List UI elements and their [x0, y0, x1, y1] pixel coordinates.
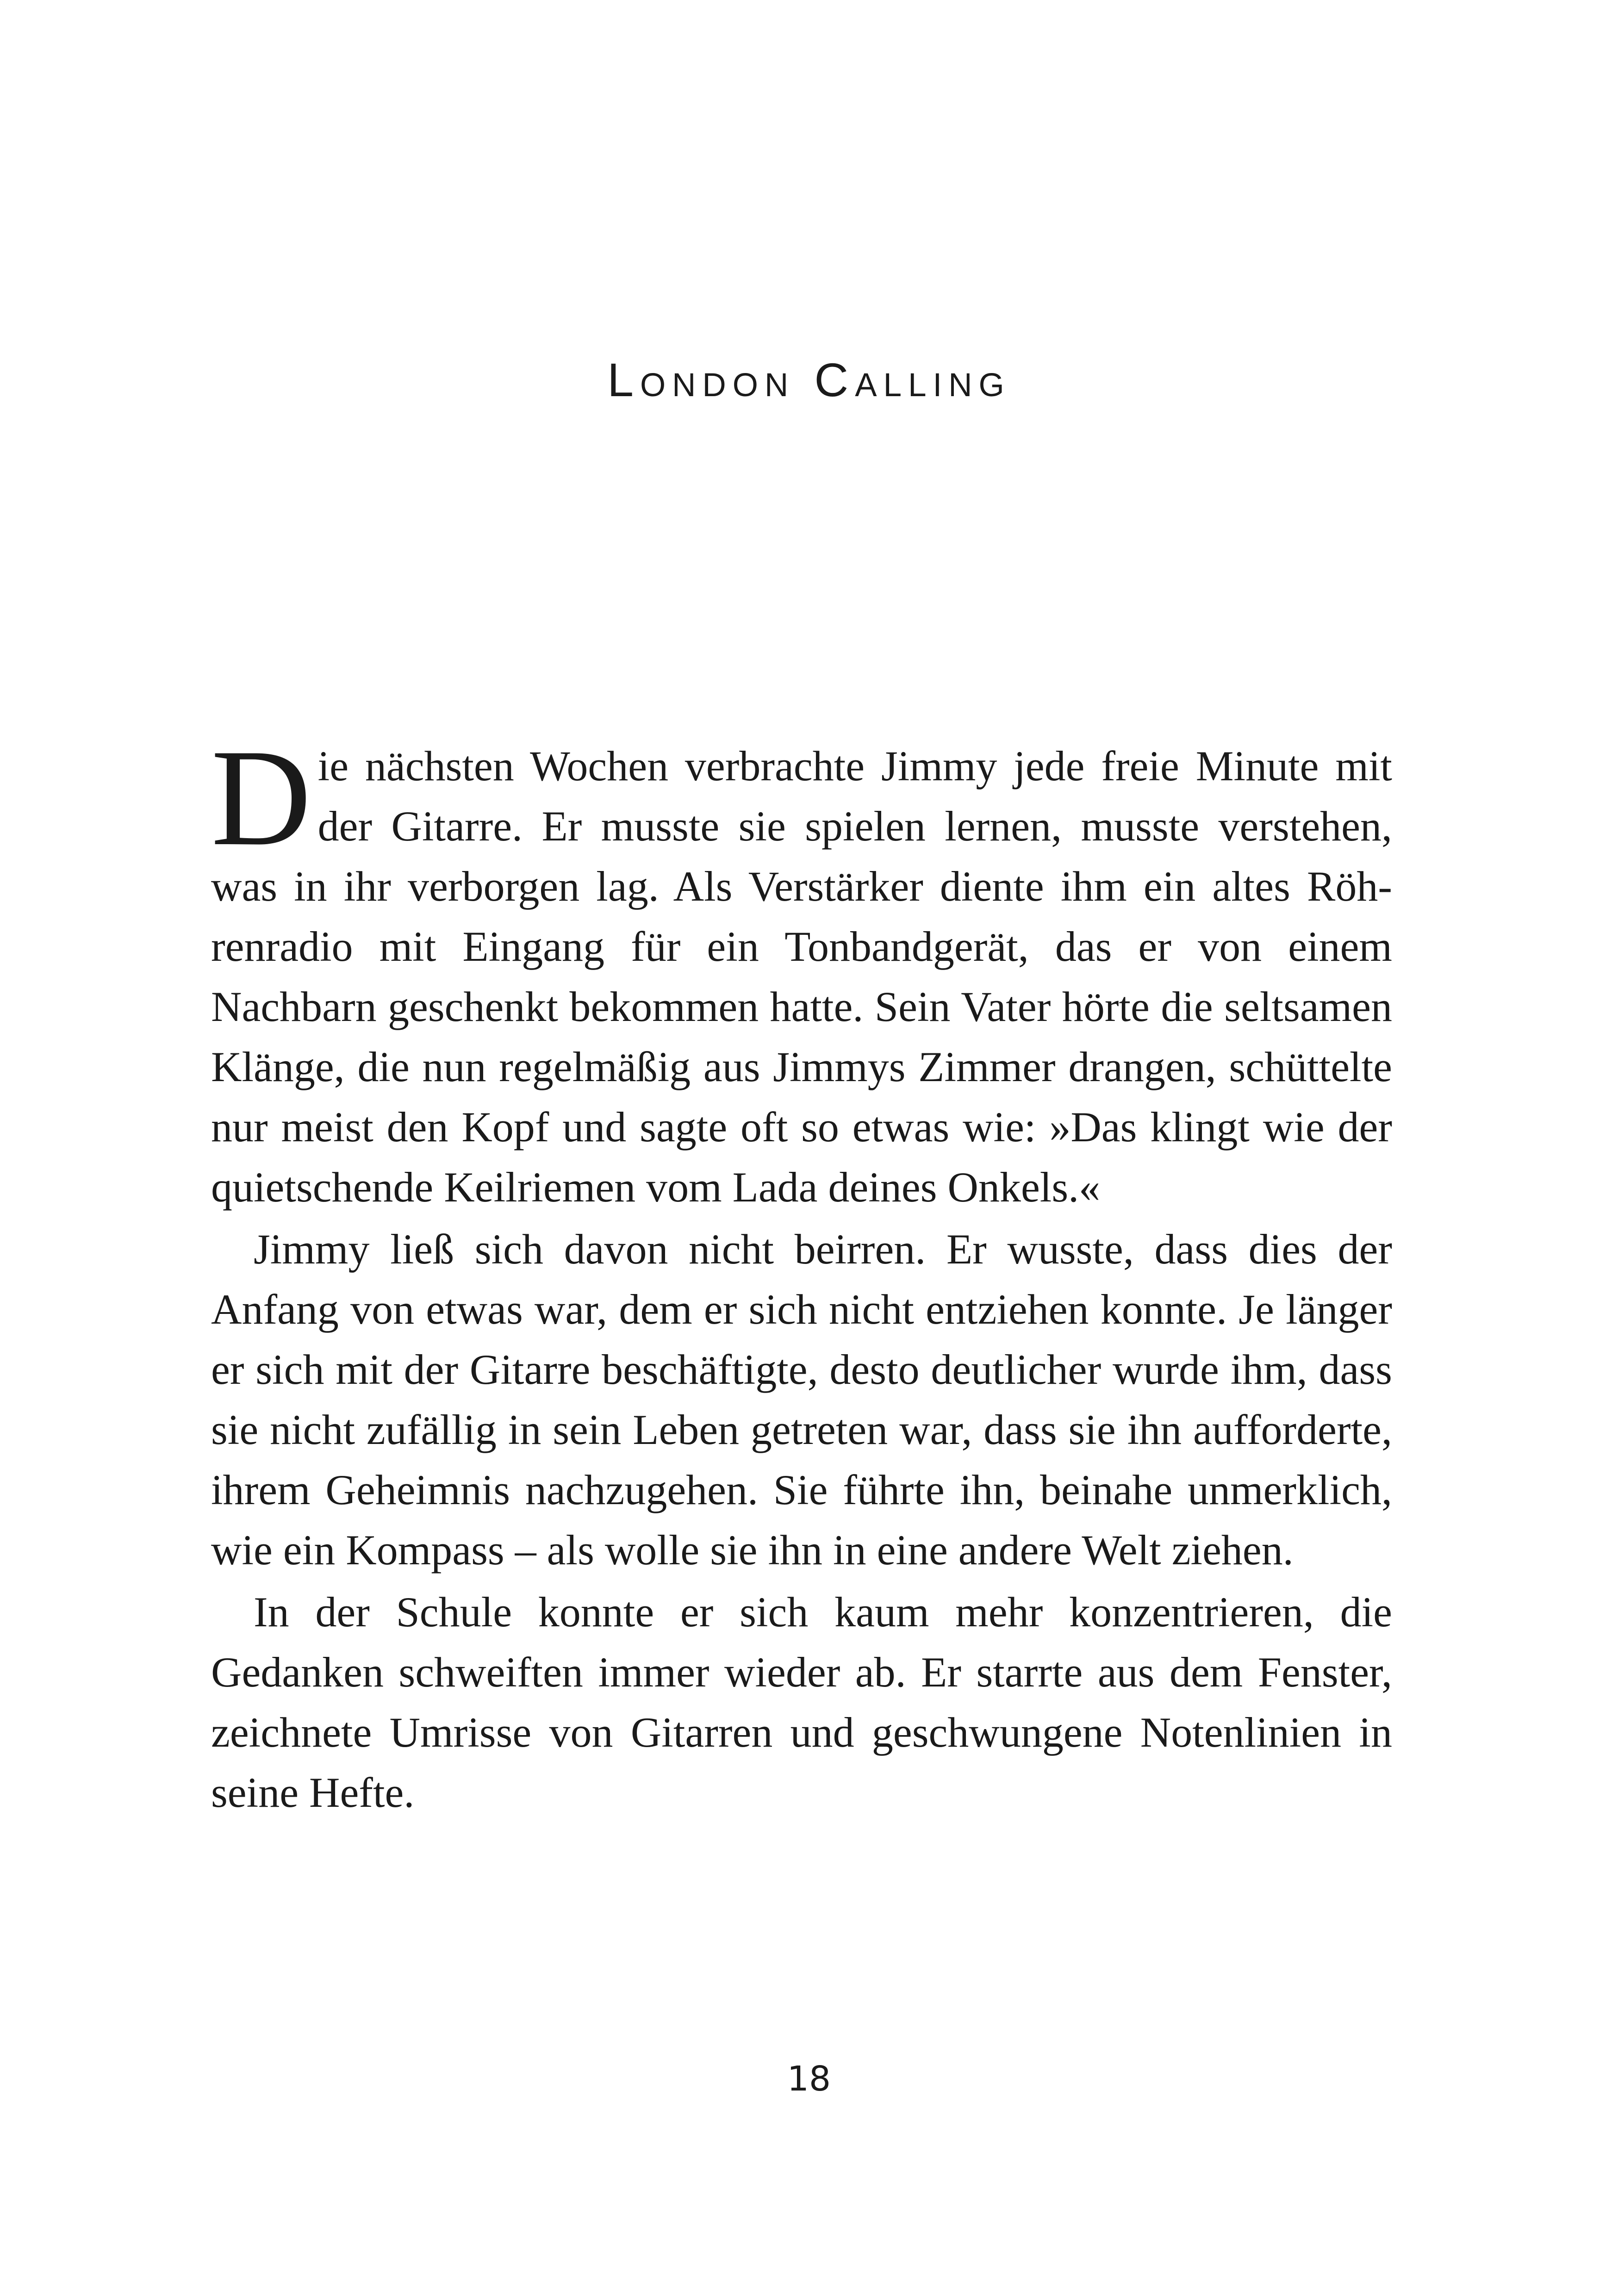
- page-number: 18: [787, 2059, 831, 2099]
- drop-cap: D: [211, 721, 311, 874]
- paragraph-1: [211, 721, 1392, 1217]
- chapter-title: London Calling: [607, 354, 1011, 406]
- paragraph-3: In der Schule konnte er sich kaum mehr konzentrieren, die Gedanken schweiften immer wieder ab. Er starrte aus dem Fenster, zeichnete Umrisse von Gitarren und geschwungene Notenlinien in seine Hefte.: [211, 1588, 1392, 1816]
- paragraph-1-text: ie nächsten Wochen verbrachte Jimmy jede freie Minute mit der Gitarre. Er musste sie spielen lernen, musste verstehen, was in ihr verborgen lag. Als Verstärker diente ihm ein altes Röhrenradio mit Eingang für ein Tonbandgerät, das er von einem Nachbarn geschenkt bekommen hatte. Sein Vater hörte die seltsamen Klänge, die nun regelmäßig aus Jimmys Zimmer drangen, schüttelte nur meist den Kopf und sagte oft so etwas wie: »Das klingt wie der quietschende Keilriemen vom Lada deines Onkels.«: [211, 742, 1392, 1211]
- body-text: [211, 721, 1392, 1823]
- paragraph-2: Jimmy ließ sich davon nicht beirren. Er wusste, dass dies der Anfang von etwas war, dem er sich nicht entziehen konnte. Je länger er sich mit der Gitarre beschäftigte, desto deutlicher wurde ihm, dass sie nicht zufällig in sein Leben getreten war, dass sie ihn aufforderte, ihrem Geheimnis nachzugehen. Sie führte ihn, beinahe unmerklich, wie ein Kompass – als wolle sie ihn in eine andere Welt ziehen.: [211, 1226, 1392, 1574]
